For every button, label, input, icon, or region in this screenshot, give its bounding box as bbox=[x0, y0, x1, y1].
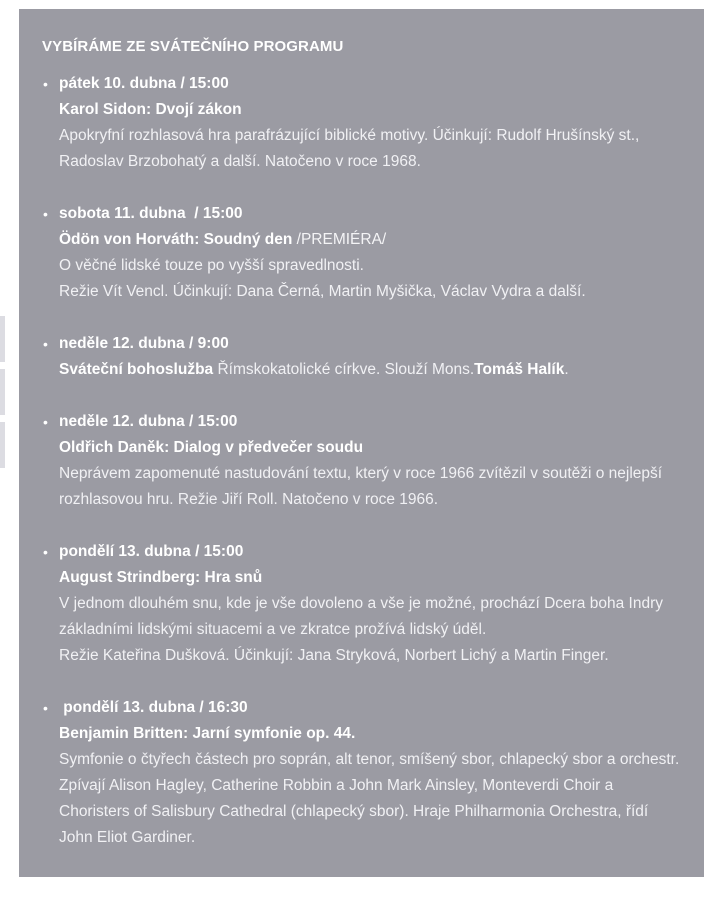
panel-title: VYBÍRÁME ZE SVÁTEČNÍHO PROGRAMU bbox=[42, 38, 344, 55]
event-date: • pondělí 13. dubna / 15:00 bbox=[59, 543, 244, 560]
event-description: V jednom dlouhém snu, kde je vše dovoleno a vše je možné, prochází Dcera boha Indry základními lidskými situacemi a ve zkratce prožívá lidský úděl. bbox=[59, 595, 663, 638]
event-credits: Režie Vít Vencl. Účinkují: Dana Černá, Martin Myšička, Václav Vydra a další. bbox=[59, 283, 586, 300]
event-description: Apokryfní rozhlasová hra parafrázující biblické motivy. Účinkují: Rudolf Hrušínský st., Radoslav Brzobohatý a další. Natočeno v roce 1968. bbox=[59, 127, 640, 170]
event-description: Symfonie o čtyřech částech pro soprán, alt tenor, smíšený sbor, chlapecký sbor a orchestr. Zpívají Alison Hagley, Catherine Robbin a John Mark Ainsley, Monteverdi Choir a Choristers of Salisbury Cathedral (chlapecký sbor). Hraje Philharmonia Orchestra, řídí John Eliot Gardiner. bbox=[59, 751, 680, 846]
event-list bbox=[42, 71, 684, 851]
side-tab[interactable] bbox=[0, 369, 5, 415]
event-item bbox=[42, 331, 684, 383]
premiere-tag: /PREMIÉRA/ bbox=[292, 231, 387, 248]
event-title-line bbox=[59, 227, 684, 253]
event-title: Ödön von Horváth: Soudný den bbox=[59, 231, 293, 248]
event-date: • pátek 10. dubna / 15:00 bbox=[59, 75, 229, 92]
event-item bbox=[42, 71, 684, 175]
event-date: • sobota 11. dubna / 15:00 bbox=[59, 205, 243, 222]
event-title-line bbox=[59, 357, 684, 383]
event-title: August Strindberg: Hra snů bbox=[59, 569, 263, 586]
event-date: • neděle 12. dubna / 15:00 bbox=[59, 413, 238, 430]
event-item bbox=[42, 695, 684, 851]
event-date: • pondělí 13. dubna / 16:30 bbox=[59, 699, 248, 716]
event-item bbox=[42, 539, 684, 669]
event-title: Sváteční bohoslužba bbox=[59, 361, 214, 378]
event-title: Benjamin Britten: Jarní symfonie op. 44. bbox=[59, 725, 356, 742]
event-description: Římskokatolické církve. Slouží Mons. bbox=[213, 361, 475, 378]
sentence-end: . bbox=[564, 361, 569, 378]
program-panel bbox=[19, 9, 704, 877]
event-description: O věčné lidské touze po vyšší spravedlnosti. bbox=[59, 257, 364, 274]
celebrant-name: Tomáš Halík bbox=[474, 361, 565, 378]
event-item bbox=[42, 409, 684, 513]
side-tab[interactable] bbox=[0, 316, 5, 362]
event-description: Neprávem zapomenuté nastudování textu, který v roce 1966 zvítězil v soutěži o nejlepší rozhlasovou hru. Režie Jiří Roll. Natočeno v roce 1966. bbox=[59, 465, 663, 508]
side-tab[interactable] bbox=[0, 422, 5, 468]
event-credits: Režie Kateřina Dušková. Účinkují: Jana Stryková, Norbert Lichý a Martin Finger. bbox=[59, 647, 609, 664]
event-title: Karol Sidon: Dvojí zákon bbox=[59, 101, 242, 118]
event-title: Oldřich Daněk: Dialog v předvečer soudu bbox=[59, 439, 364, 456]
event-date: • neděle 12. dubna / 9:00 bbox=[59, 335, 229, 352]
event-item bbox=[42, 201, 684, 305]
